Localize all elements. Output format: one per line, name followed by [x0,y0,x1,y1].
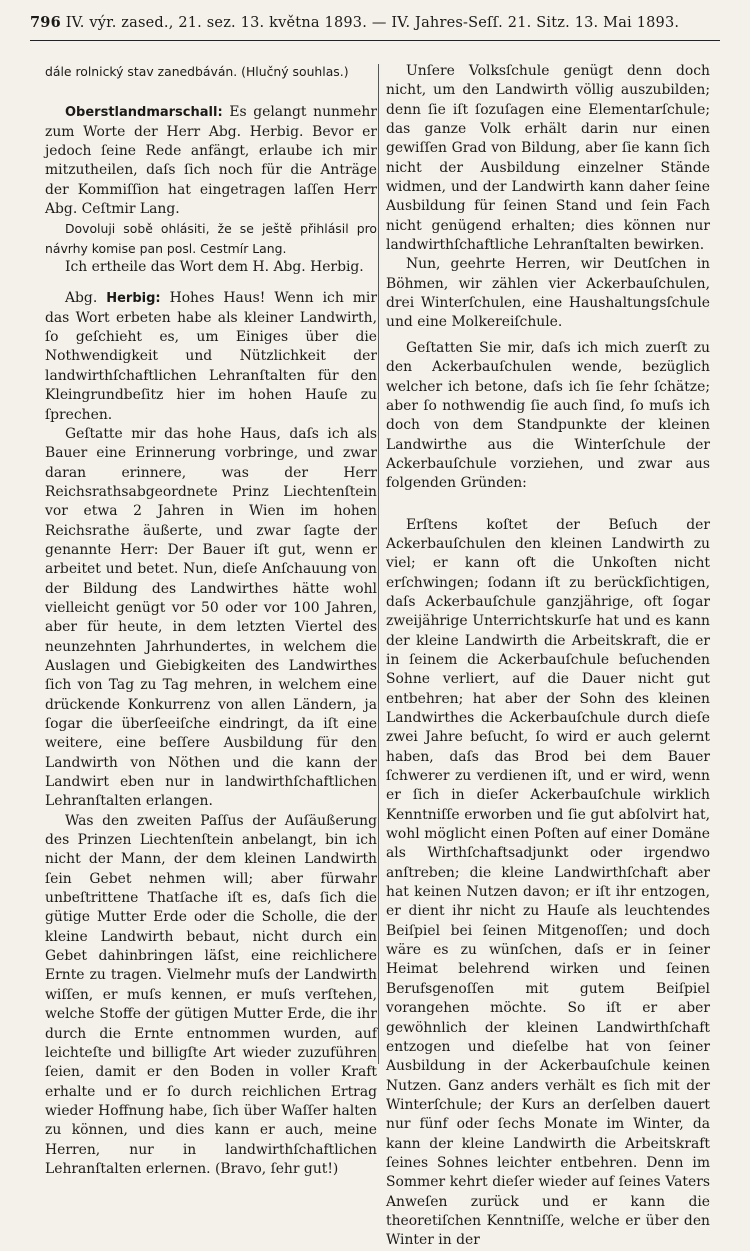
czech-paragraph: dále rolnický stav zanedbáván. (Hlučný souhlas.) [45,64,349,79]
speech-text: Hohes Haus! Wenn ich mir das Wort erbeten habe als kleiner Landwirth, ſo geſchieht es, um Einiges über die Nothwendigkeit und Nützlichkeit der landwirthſchaftlichen Lehranſtalten für den Kleingrundbeſitz hier im hohen Hauſe zu ſprechen. [45,290,377,423]
czech-paragraph: Dovoluji sobě ohlásiti, že se ještě přihlásil pro návrhy komise pan posl. Cestmír Lang. [45,221,377,256]
page-number: 796 [30,14,61,31]
header-separator: — [371,15,387,31]
speech-paragraph: Unſere Volksſchule genügt denn doch nicht, um den Landwirth völlig auszubilden; denn ſie iſt ſozuſagen eine Elementarſchule; das ganze Volk erhält darin nur einen gewiſſen Grad von Bildung, aber ſie kann ſich nicht der Ausbildung einzelner Stände widmen, und der Landwirth kann daher ſeine Ausbildung für ſeinen Stand und ſein Fach nicht genügend erhalten; dies können nur landwirthſchaftliche Lehranſtalten bewirken. [386,63,710,254]
speech-paragraph [45,289,377,424]
speech-paragraph: Was den zweiten Paſſus der Auſäußerung des Prinzen Liechtenſtein anbelangt, bin ich nicht der Mann, der dem kleinen Landwirth ſein Gebet nehmen will; aber fürwahr unbeſtrittene Thatſache iſt es, daſs ſich die gütige Mutter Erde oder die Scholle, die der kleine Landwirth bebaut, nicht durch ein Gebet dahinbringen läſst, eine reichlichere Ernte zu tragen. Vielmehr muſs der Landwirth wiſſen, er muſs kennen, er muſs verſtehen, welche Stoffe der gütigen Mutter Erde, die ihr durch die Ernte entnommen wurden, auf leichteſte und billigſte Art wieder zuzuführen ſeien, damit er den Boden in voller Kraft erhalte und er ſo durch reichlichen Ertrag wieder Hoffnung habe, ſich über Waſſer halten zu können, und dies kann er auch, meine Herren, nur in landwirthſchaftlichen Lehranſtalten erlernen. (Bravo, ſehr gut!) [45,812,377,1177]
header-german-reference: IV. Jahres-Seſſ. 21. Sitz. 13. Mai 1893. [391,15,680,31]
left-column [45,62,377,1179]
speaker-name: Herbig: [106,291,161,307]
header-rule [30,40,720,41]
speech-paragraph: Nun, geehrte Herren, wir Deutſchen in Böhmen, wir zählen vier Ackerbauſchulen, drei Winterſchulen, eine Haushaltungsſchule und eine Molkereiſchule. [386,256,710,331]
header-czech-reference: IV. výr. zased., 21. sez. 13. května 1893. [65,15,368,31]
speaker-prefix: Abg. [65,290,98,307]
speech-paragraph: Ich ertheile das Wort dem H. Abg. Herbig. [65,259,364,276]
speech-paragraph [45,103,377,219]
running-header [30,14,720,31]
speech-paragraph: Erſtens koſtet der Beſuch der Ackerbauſchulen den kleinen Landwirth zu viel; er kann oft die Unkoſten nicht erſchwingen; ſodann iſt zu berückſichtigen, daſs Ackerbauſchule ganzjährige, oft ſogar zweijährige Unterrichtskurſe hat und es kann der kleine Landwirth die Arbeitskraft, die er in ſeinem die Ackerbauſchule beſuchenden Sohne verliert, auf die Dauer nicht gut entbehren; hat aber der Sohn des kleinen Landwirthes die Ackerbauſchule durch dieſe zwei Jahre beſucht, ſo wird er auch gelernt haben, daſs das Brod bei dem Bauer ſchwerer zu verdienen iſt, und er wird, wenn er ſich in dieſer Ackerbauſchule wirklich Kenntniſſe erworben und ſie gut abſolvirt hat, wohl möglicht einen Poſten auf einer Domäne als Wirthſchaftsadjunkt oder irgendwo anſtreben; die kleine Landwirthſchaft aber hat keinen Nutzen davon; er iſt ihr entzogen, er dient ihr nicht zu Hauſe als leuchtendes Beiſpiel bei ſeinen Mitgenoſſen; und doch wäre es zu wünſchen, daſs er in ſeiner Heimat belehrend wirken und ſeinen Berufsgenoſſen mit gutem Beiſpiel vorangehen möchte. So iſt er aber gewöhnlich der kleinen Landwirthſchaft entzogen und dieſelbe hat von ſeiner Ausbildung in der Ackerbauſchule keinen Nutzen. Ganz anders verhält es ſich mit der Winterſchule; der Kurs an derſelben dauert nur fünf oder ſechs Monate im Winter, da kann der kleine Landwirth die Arbeitskraft ſeines Sohnes leichter entbehren. Denn im Sommer kehrt dieſer wieder auf ſeines Vaters Anweſen zurück und er kann die theoretiſchen Kenntniſſe, welche er über den Winter in der [386,516,710,1249]
speech-paragraph: Geſtatten Sie mir, daſs ich mich zuerſt zu den Ackerbauſchulen wende, bezüglich welcher ich betone, daſs ich ſie ſehr ſchätze; aber ſo nothwendig ſie auch ſind, ſo muſs ich doch von dem Standpunkte der kleinen Landwirthe aus die Winterſchule der Ackerbauſchule vorziehen, und zwar aus folgenden Gründen: [386,339,710,492]
speaker-name: Oberstlandmarschall: [65,105,223,121]
right-column [386,62,710,1251]
speech-paragraph: Geſtatte mir das hohe Haus, daſs ich als Bauer eine Erinnerung vorbringe, und zwar daran erinnere, was der Herr Reichsrathsabgeordnete Prinz Liechtenſtein vor etwa 2 Jahren in Wien im hohen Reichsrathe äußerte, und zwar ſagte der genannte Herr: Der Bauer iſt gut, wenn er arbeitet und betet. Nun, dieſe Anſchauung von der Bildung des Landwirthes hätte wohl vielleicht genügt vor 50 oder vor 100 Jahren, aber für heute, in dem letzten Viertel des neunzehnten Jahrhundertes, in welchem die Auslagen und Giebigkeiten des Landwirthes ſich von Tag zu Tag mehren, in welchem eine drückende Konkurrenz von allen Ländern, ja ſogar die überſeeiſche eindringt, da iſt eine weitere, eine beſſere Ausbildung für den Landwirth von Nöthen und die kann der Landwirt eben nur in landwirthſchaftlichen Lehranſtalten erlangen. [45,425,377,810]
column-divider [378,64,379,1064]
speech-text: Es gelangt nunmehr zum Worte der Herr Abg. Herbig. Bevor er jedoch ſeine Rede anfängt, erlaube ich mir mitzutheilen, daſs ſich noch für die Anträge der Kommiſſion hat eingetragen laſſen Herr Abg. Ceſtmir Lang. [45,104,377,218]
